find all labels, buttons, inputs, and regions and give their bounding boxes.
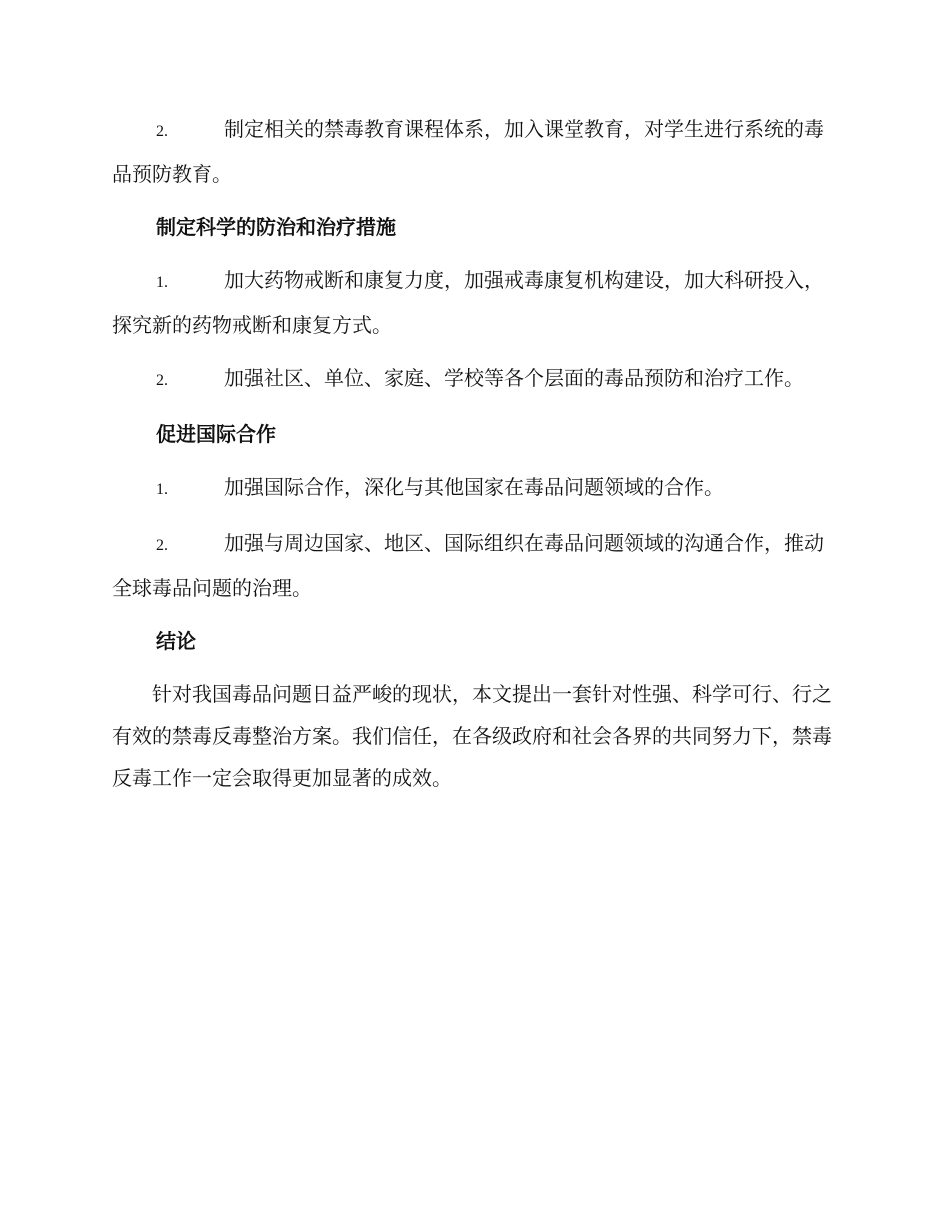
list-item-text: 加强与周边国家、地区、国际组织在毒品问题领域的沟通合作，推动全球毒品问题的治理。 bbox=[112, 531, 824, 600]
list-item-number: 1. bbox=[156, 481, 168, 498]
list-item-text: 加大药物戒断和康复力度，加强戒毒康复机构建设，加大科研投入，探究新的药物戒断和康复方式。 bbox=[112, 268, 824, 337]
list-item-number: 2. bbox=[156, 537, 168, 554]
list-item-text: 加强社区、单位、家庭、学校等各个层面的毒品预防和治疗工作。 bbox=[224, 366, 804, 390]
list-item-number: 2. bbox=[156, 372, 168, 389]
list-item bbox=[112, 357, 834, 402]
document-body bbox=[112, 108, 834, 799]
list-item bbox=[112, 466, 834, 511]
list-item-number: 1. bbox=[156, 274, 168, 291]
conclusion-paragraph: 针对我国毒品问题日益严峻的现状，本文提出一套针对性强、科学可行、行之有效的禁毒反毒整治方案。我们信任，在各级政府和社会各界的共同努力下，禁毒反毒工作一定会取得更加显著的成效。 bbox=[112, 682, 832, 790]
section-heading: 制定科学的防治和治疗措施 bbox=[156, 215, 396, 239]
list-item bbox=[112, 108, 834, 195]
list-item bbox=[112, 522, 834, 609]
list-item-number: 2. bbox=[156, 123, 168, 140]
list-item-text: 制定相关的禁毒教育课程体系，加入课堂教育，对学生进行系统的毒品预防教育。 bbox=[112, 117, 824, 186]
list-item-text: 加强国际合作，深化与其他国家在毒品问题领域的合作。 bbox=[224, 475, 724, 499]
section-heading: 结论 bbox=[156, 629, 196, 653]
section-heading: 促进国际合作 bbox=[156, 422, 276, 446]
list-item bbox=[112, 259, 834, 346]
